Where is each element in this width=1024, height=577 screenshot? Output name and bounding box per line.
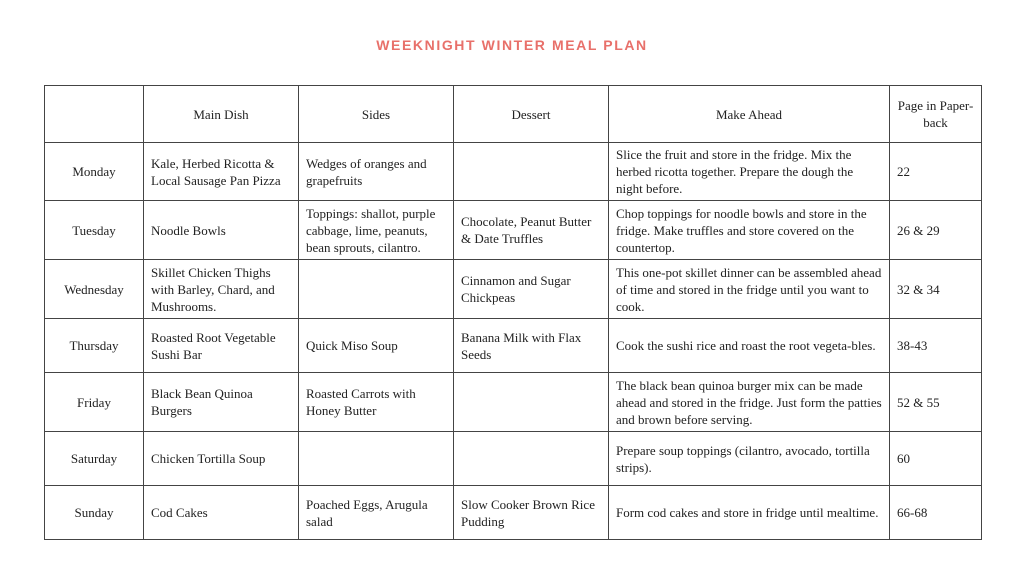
day-cell: Monday xyxy=(45,143,144,201)
meal-plan-table xyxy=(44,85,982,540)
make-ahead-cell: Form cod cakes and store in fridge until mealtime. xyxy=(609,486,890,540)
make-ahead-cell: Slice the fruit and store in the fridge. Mix the herbed ricotta together. Prepare the dough the night before. xyxy=(609,143,890,201)
sides-cell: Roasted Carrots with Honey Butter xyxy=(299,373,454,432)
page-cell: 26 & 29 xyxy=(890,201,982,260)
header-page: Page in Paper-back xyxy=(890,86,982,143)
make-ahead-cell: This one-pot skillet dinner can be assembled ahead of time and stored in the fridge until you want to cook. xyxy=(609,260,890,319)
header-make-ahead: Make Ahead xyxy=(609,86,890,143)
day-cell: Sunday xyxy=(45,486,144,540)
main-dish-cell: Black Bean Quinoa Burgers xyxy=(144,373,299,432)
page-cell: 66-68 xyxy=(890,486,982,540)
page-cell: 60 xyxy=(890,432,982,486)
page-cell: 22 xyxy=(890,143,982,201)
page-title: WEEKNIGHT WINTER MEAL PLAN xyxy=(376,37,648,53)
dessert-cell: Slow Cooker Brown Rice Pudding xyxy=(454,486,609,540)
main-dish-cell: Noodle Bowls xyxy=(144,201,299,260)
main-dish-cell: Cod Cakes xyxy=(144,486,299,540)
page-cell: 32 & 34 xyxy=(890,260,982,319)
day-cell: Tuesday xyxy=(45,201,144,260)
header-row xyxy=(45,86,982,143)
header-main-dish: Main Dish xyxy=(144,86,299,143)
sides-cell xyxy=(299,260,454,319)
dessert-cell xyxy=(454,373,609,432)
table-row xyxy=(45,201,982,260)
table-row xyxy=(45,260,982,319)
day-cell: Thursday xyxy=(45,319,144,373)
dessert-cell xyxy=(454,143,609,201)
sides-cell: Poached Eggs, Arugula salad xyxy=(299,486,454,540)
header-sides: Sides xyxy=(299,86,454,143)
day-cell: Wednesday xyxy=(45,260,144,319)
dessert-cell: Cinnamon and Sugar Chickpeas xyxy=(454,260,609,319)
page-cell: 52 & 55 xyxy=(890,373,982,432)
sides-cell: Wedges of oranges and grapefruits xyxy=(299,143,454,201)
make-ahead-cell: Cook the sushi rice and roast the root vegeta-bles. xyxy=(609,319,890,373)
header-dessert: Dessert xyxy=(454,86,609,143)
table-row xyxy=(45,319,982,373)
main-dish-cell: Kale, Herbed Ricotta & Local Sausage Pan Pizza xyxy=(144,143,299,201)
sides-cell: Toppings: shallot, purple cabbage, lime, peanuts, bean sprouts, cilantro. xyxy=(299,201,454,260)
day-cell: Friday xyxy=(45,373,144,432)
main-dish-cell: Chicken Tortilla Soup xyxy=(144,432,299,486)
make-ahead-cell: The black bean quinoa burger mix can be made ahead and stored in the fridge. Just form the patties and brown before serving. xyxy=(609,373,890,432)
day-cell: Saturday xyxy=(45,432,144,486)
page-cell: 38-43 xyxy=(890,319,982,373)
table-row xyxy=(45,432,982,486)
header-day xyxy=(45,86,144,143)
table-row xyxy=(45,486,982,540)
table-row xyxy=(45,373,982,432)
main-dish-cell: Skillet Chicken Thighs with Barley, Chard, and Mushrooms. xyxy=(144,260,299,319)
dessert-cell: Banana Milk with Flax Seeds xyxy=(454,319,609,373)
make-ahead-cell: Chop toppings for noodle bowls and store in the fridge. Make truffles and store covered on the countertop. xyxy=(609,201,890,260)
dessert-cell xyxy=(454,432,609,486)
sides-cell: Quick Miso Soup xyxy=(299,319,454,373)
main-dish-cell: Roasted Root Vegetable Sushi Bar xyxy=(144,319,299,373)
sides-cell xyxy=(299,432,454,486)
dessert-cell: Chocolate, Peanut Butter & Date Truffles xyxy=(454,201,609,260)
table-row xyxy=(45,143,982,201)
make-ahead-cell: Prepare soup toppings (cilantro, avocado, tortilla strips). xyxy=(609,432,890,486)
